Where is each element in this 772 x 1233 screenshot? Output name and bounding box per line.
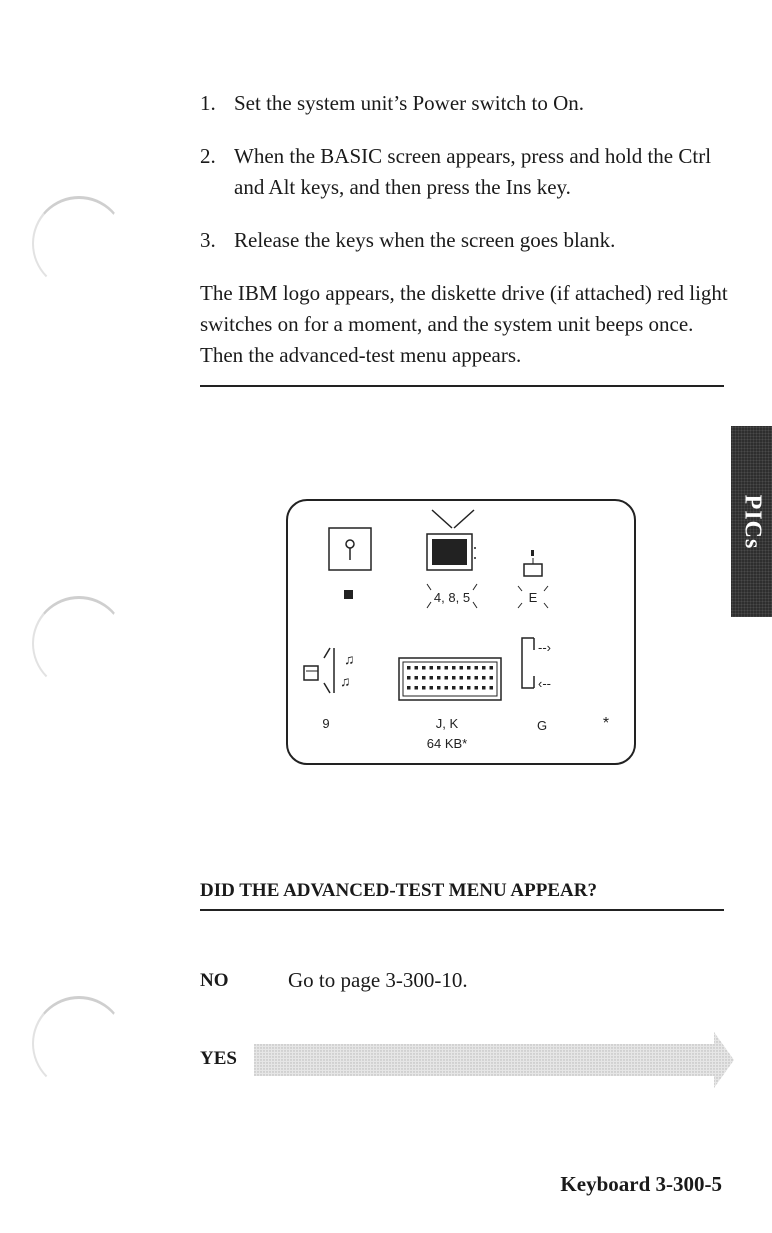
asterisk-note: * xyxy=(602,715,610,732)
printer-icon xyxy=(522,638,551,691)
answer-no-label: NO xyxy=(200,970,229,991)
keyboard-key-dot xyxy=(490,666,494,670)
music-note-icon: ♫ xyxy=(344,651,355,667)
keyboard-key-dot xyxy=(452,666,456,670)
keyboard-key-dot xyxy=(452,686,456,690)
keyboard-key-dot xyxy=(445,676,449,680)
keyboard-key-dot xyxy=(482,686,486,690)
keyboard-key-dot xyxy=(460,686,464,690)
system-unit-icon xyxy=(329,528,371,599)
keyboard-key-dot xyxy=(415,676,419,680)
keyboard-key-dot xyxy=(467,686,471,690)
keyboard-icon xyxy=(399,658,501,700)
keyboard-key-dot xyxy=(460,676,464,680)
keyboard-key-dot xyxy=(437,686,441,690)
step-3 xyxy=(200,225,740,256)
keyboard-key-dot xyxy=(437,666,441,670)
memory-size-label: 64 KB* xyxy=(426,736,468,751)
step-1 xyxy=(200,88,740,119)
keyboard-key-dot xyxy=(445,686,449,690)
instruction-steps xyxy=(200,88,740,278)
step-text: Set the system unit’s Power switch to On. xyxy=(234,91,584,115)
page-footer: Keyboard 3-300-5 xyxy=(560,1172,722,1196)
keyboard-key-dot xyxy=(407,666,411,670)
printer-error-code: G xyxy=(536,718,548,733)
binder-hole-middle xyxy=(32,596,126,691)
section-divider xyxy=(200,385,724,387)
display-error-codes: 4, 8, 5 xyxy=(433,590,471,605)
keyboard-key-dot xyxy=(437,676,441,680)
step-text: When the BASIC screen appears, press and hold the Ctrl and Alt keys, and then press the Ins key. xyxy=(234,144,712,199)
keyboard-error-codes: J, K xyxy=(435,716,459,731)
keyboard-key-dot xyxy=(430,666,434,670)
keyboard-key-dot xyxy=(415,666,419,670)
keyboard-key-dot xyxy=(415,686,419,690)
speaker-icon xyxy=(304,648,355,693)
keyboard-key-dot xyxy=(467,666,471,670)
answer-yes-label: YES xyxy=(200,1048,237,1069)
question-heading: DID THE ADVANCED-TEST MENU APPEAR? xyxy=(200,880,597,901)
question-underline xyxy=(200,909,724,911)
step-number: 1. xyxy=(200,91,216,115)
keyboard-key-dot xyxy=(430,686,434,690)
keyboard-key-dot xyxy=(490,676,494,680)
keyboard-key-dot xyxy=(452,676,456,680)
diskette-error-code: E xyxy=(528,590,538,605)
section-tab-label: PICs xyxy=(739,494,765,549)
keyboard-key-dot xyxy=(490,686,494,690)
step-2 xyxy=(200,141,740,203)
keyboard-key-dot xyxy=(482,676,486,680)
keyboard-key-dot xyxy=(407,686,411,690)
keyboard-key-dot xyxy=(475,686,479,690)
arrow-out-icon: --› xyxy=(538,640,551,655)
advanced-test-menu-diagram xyxy=(284,498,638,768)
keyboard-key-dot xyxy=(475,666,479,670)
keyboard-key-dot xyxy=(467,676,471,680)
keyboard-key-dot xyxy=(422,676,426,680)
step-number: 2. xyxy=(200,144,216,168)
binder-hole-bottom xyxy=(32,996,126,1091)
answer-no-text: Go to page 3-300-10. xyxy=(288,968,468,992)
arrow-in-icon: ‹-- xyxy=(538,676,551,691)
keyboard-key-dot xyxy=(475,676,479,680)
step-text: Release the keys when the screen goes blank. xyxy=(234,228,616,252)
keyboard-key-dot xyxy=(407,676,411,680)
keyboard-key-dot xyxy=(482,666,486,670)
keyboard-key-dot xyxy=(430,676,434,680)
binder-hole-top xyxy=(32,196,126,291)
yes-arrow-icon xyxy=(254,1032,734,1088)
diskette-drive-icon xyxy=(524,550,542,576)
keyboard-key-dot xyxy=(422,666,426,670)
keyboard-key-dot xyxy=(422,686,426,690)
result-paragraph: The IBM logo appears, the diskette drive (if attached) red light switches on for a moment, and the system unit beeps once. Then the advanced-test menu appears. xyxy=(200,281,728,367)
display-icon xyxy=(427,510,476,570)
speaker-error-code: 9 xyxy=(322,716,330,731)
keyboard-key-dot xyxy=(445,666,449,670)
keyboard-key-dot xyxy=(460,666,464,670)
step-number: 3. xyxy=(200,228,216,252)
section-tab xyxy=(731,426,772,617)
music-note-icon: ♫ xyxy=(340,673,351,689)
